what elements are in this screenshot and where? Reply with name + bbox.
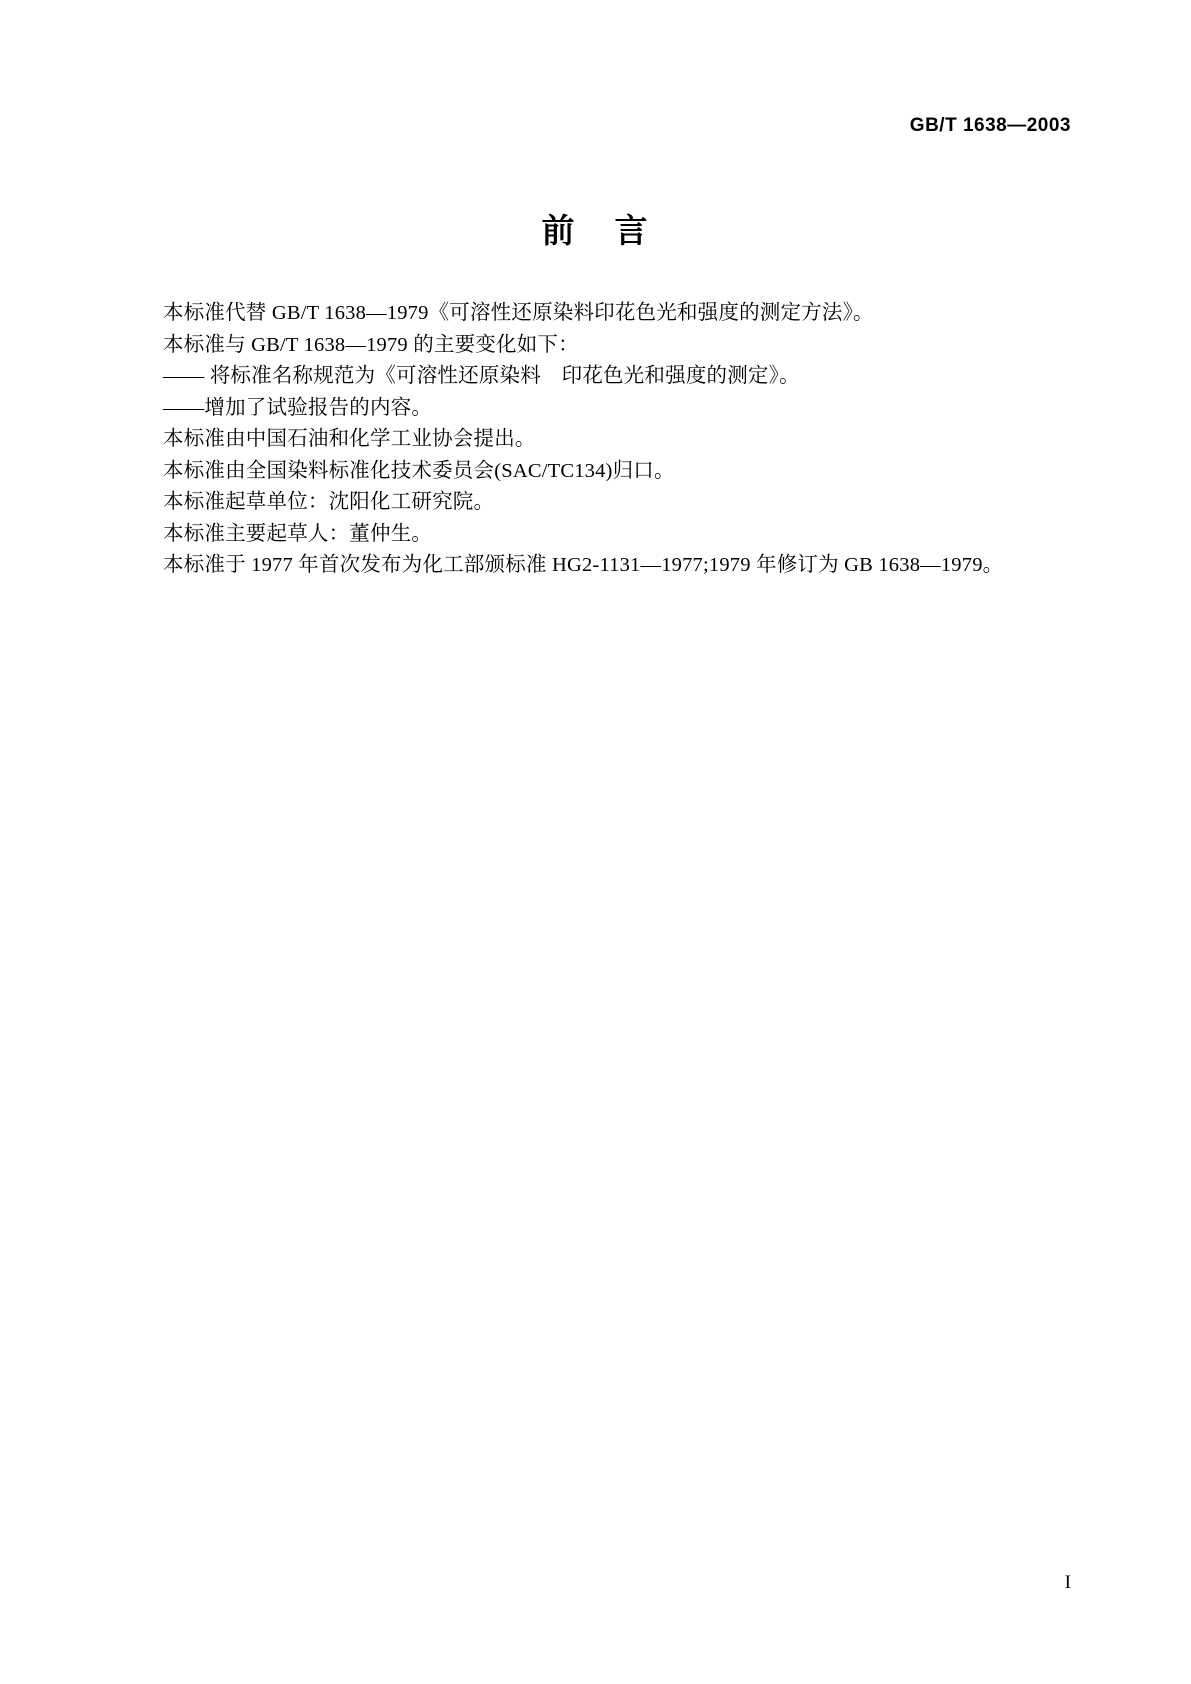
foreword-body [163, 298, 1004, 582]
page-number: I [1064, 1572, 1071, 1593]
page-title-part1: 前 [541, 211, 577, 250]
paragraph: 本标准与 GB/T 1638—1979 的主要变化如下： [163, 333, 579, 356]
paragraph: 本标准由全国染料标准化技术委员会(SAC/TC134)归口。 [163, 459, 675, 482]
paragraph: ——增加了试验报告的内容。 [163, 396, 433, 419]
paragraph: 本标准代替 GB/T 1638—1979《可溶性还原染料印花色光和强度的测定方法》。 [163, 302, 874, 324]
paragraph: —— 将标准名称规范为《可溶性还原染料 印花色光和强度的测定》。 [163, 365, 800, 387]
page-title [0, 205, 1191, 252]
header-standard-code: GB/T 1638—2003 [909, 115, 1071, 136]
paragraph: 本标准起草单位：沈阳化工研究院。 [163, 491, 495, 513]
page-title-part2: 言 [614, 211, 650, 250]
paragraph: 本标准主要起草人：董仲生。 [163, 522, 433, 545]
paragraph: 本标准于 1977 年首次发布为化工部颁标准 HG2-1131—1977;1979 年修订为 GB 1638—1979。 [163, 554, 1004, 576]
paragraph: 本标准由中国石油和化学工业协会提出。 [163, 428, 536, 450]
